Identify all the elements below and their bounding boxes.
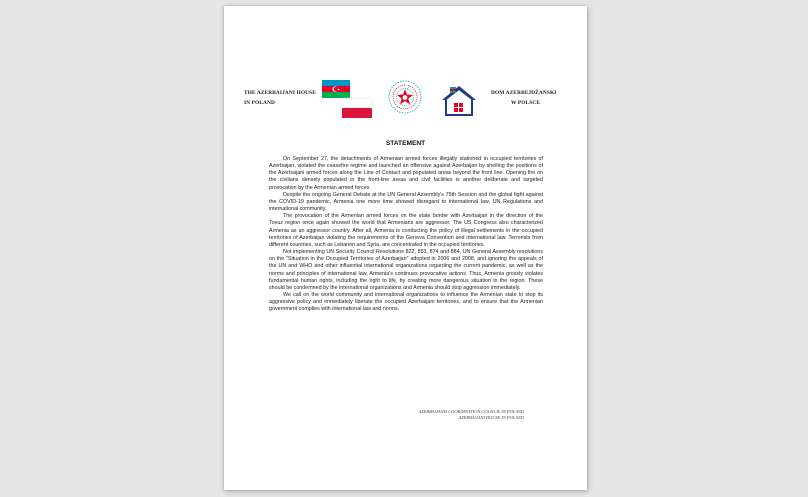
document-title: STATEMENT <box>385 140 426 147</box>
paragraph: We call on the world community and international organizations to influence the Armenian state to stop its aggressive policy and immediately liberate the occupied Azerbaijani territories, and to ensure that the Armenian government complies with international law and norms. <box>269 291 543 313</box>
header-right-line2: W POLSCE <box>511 99 541 106</box>
header-right-org <box>491 89 571 108</box>
header-left-line2: IN POLAND <box>244 99 275 106</box>
signature-line: AZERBAIJANI HOUSE IN POLAND <box>458 415 524 420</box>
azerbaijani-house-logo <box>440 84 478 118</box>
paragraph: Not implementing UN Security Council Resolutions 822, 853, 874 and 884, UN General Assembly resolutions on the "Situation in the Occupied Territories of Azerbaijan" adopted in 2006 and 2008, and ignoring the appeals of the UN and WHO and other influential international organizations regarding the current pandemic, as well as the norms and principles of international law, Armenia's continues provocative actions. Thus, Armenia grossly violates fundamental human rights, including the right to life, by creating more dangerous situation in the region. These should be condemned by the international organizations and Armenia should stop aggression immediately. <box>269 249 543 291</box>
document-body <box>269 156 543 313</box>
signature-line: AZERBAIJANIS COORDINATION COUNCIL IN POLAND <box>418 409 524 414</box>
paragraph: Despite the ongoing General Debate at the UN General Assembly's 75th Session and the global fight against the COVID-19 pandemic, Armenia one more time showed disregard to international law, UN Regulations and international community. <box>269 191 543 213</box>
header-right-line1: DOM AZERBEJDŽAŃSKI <box>491 90 557 96</box>
coordination-council-emblem <box>386 78 424 116</box>
document-page <box>224 6 587 490</box>
azerbaijan-flag <box>322 80 350 98</box>
poland-flag <box>342 98 372 118</box>
header-left-org <box>244 89 324 108</box>
paragraph: On September 27, the detachments of Armenian armed forces illegally stationed in occupied territories of Azerbaijan, violated the ceasefire regime and launched an offensive against Azerbaijan by shelling the positions of the Azerbaijani armed forces along the Line of Contact and populated areas beyond the front line. Opening fire on the civilians densely populated in the front-line areas and civil facilities is another deliberate and targeted provocation by the Armenian armed forces <box>269 156 543 191</box>
signature-block <box>364 409 524 421</box>
flags-logo <box>320 78 376 120</box>
header-left-line1: THE AZERBAIJANI HOUSE <box>244 90 316 96</box>
paragraph: The provocation of the Armenian armed forces on the state border with Azerbaijan in the direction of the Tovuz region once again showed the world that Armenians are aggressor. The US Congress also characterized Armenia as an aggressor country. After all, Armenia is conducting the policy of illegal settlements in the occupied territories of Azerbaijan violating the requirements of the Geneva Convention and international law. Terrorists from different countries, such as Lebanon and Syria, are concentrated in the occupied territories. <box>269 213 543 248</box>
